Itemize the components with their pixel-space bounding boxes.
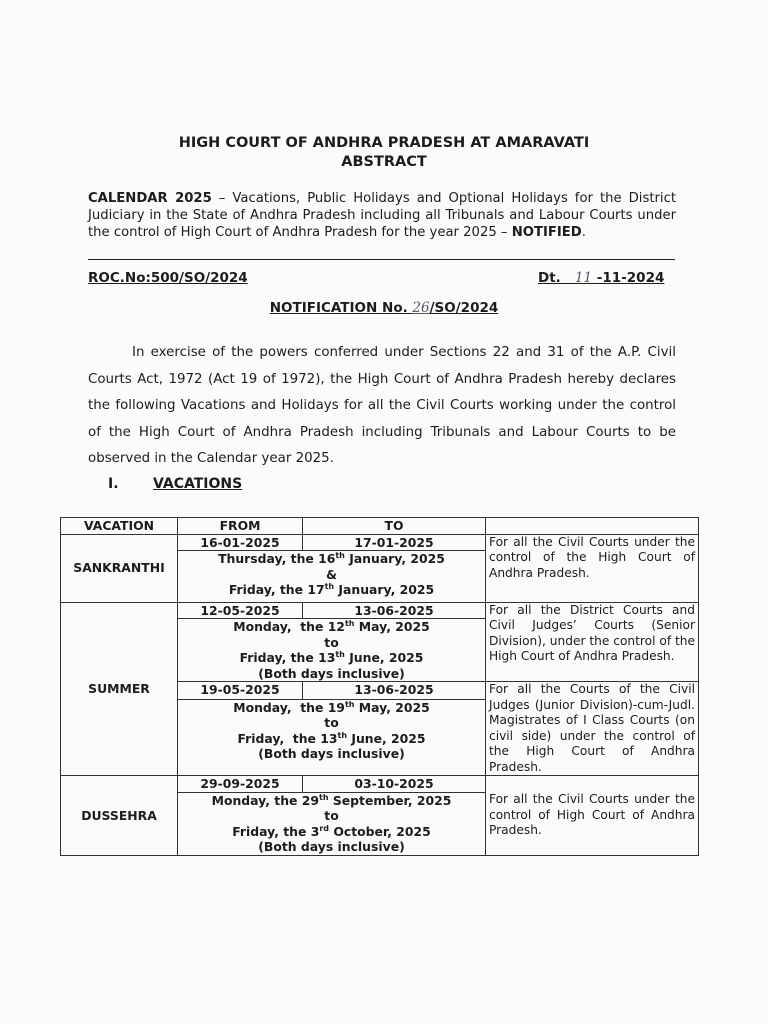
vacations-table: [60, 517, 699, 856]
notification-number-handwritten: 26: [412, 300, 430, 316]
section-number: I.: [108, 476, 119, 492]
from-date: 16-01-2025: [178, 534, 303, 551]
table-row: [61, 534, 699, 551]
subject-text: – Vacations, Public Holidays and Optional Holidays for the District Judiciary in the State of Andhra Pradesh including all Tribunals and Labour Courts under the control of High Court of Andhra Pradesh for the year 2025 –: [88, 191, 676, 240]
date-range-text: Thursday, the 16th January, 2025 & Friday, the 17th January, 2025: [178, 551, 486, 603]
notification-number: [0, 300, 768, 316]
applies-to: For all the District Courts and Civil Judges’ Courts (Senior Division), under the control of the High Court of Andhra Pradesh.: [486, 602, 699, 682]
header-vacation: VACATION: [61, 518, 178, 535]
from-date: 29-09-2025: [178, 776, 303, 793]
applies-to: For all the Civil Courts under the control of the High Court of Andhra Pradesh.: [486, 534, 699, 602]
subject-period: .: [581, 225, 586, 240]
header-blank: [486, 518, 699, 535]
to-date: 03-10-2025: [303, 776, 486, 793]
table-row: [61, 602, 699, 619]
reference-date: [538, 270, 664, 286]
to-date: 13-06-2025: [303, 682, 486, 700]
notification-suffix: /SO/2024: [429, 300, 499, 316]
roc-number: ROC.No:500/SO/2024: [88, 270, 248, 286]
date-day-handwritten: 11: [574, 270, 593, 286]
section-title: VACATIONS: [153, 476, 243, 492]
table-header-row: [61, 518, 699, 535]
subject-notified: NOTIFIED: [511, 225, 582, 240]
subject-lead: CALENDAR 2025: [88, 191, 212, 206]
date-suffix: -11-2024: [596, 270, 665, 286]
divider: [88, 259, 675, 260]
court-title: HIGH COURT OF ANDHRA PRADESH AT AMARAVATI: [178, 135, 590, 151]
to-date: 17-01-2025: [303, 534, 486, 551]
body-paragraph: In exercise of the powers conferred under Sections 22 and 31 of the A.P. Civil Courts Act, 1972 (Act 19 of 1972), the High Court of Andhra Pradesh hereby declares the following Vacations and Holidays for all the Civil Courts working under the control of the High Court of Andhra Pradesh including Tribunals and Labour Courts to be observed in the Calendar year 2025.: [88, 345, 676, 466]
applies-to: For all the Civil Courts under the control of High Court of Andhra Pradesh.: [486, 776, 699, 856]
to-date: 13-06-2025: [303, 602, 486, 619]
header-from: FROM: [178, 518, 303, 535]
header-to: TO: [303, 518, 486, 535]
subject-paragraph: [88, 190, 676, 241]
vacation-name: SUMMER: [61, 602, 178, 776]
notification-prefix: NOTIFICATION No.: [269, 300, 408, 316]
date-range-text: Monday, the 29th September, 2025 to Friday, the 3rd October, 2025 (Both days inclusive): [178, 792, 486, 855]
date-range-text: Monday, the 19th May, 2025 to Friday, the 13th June, 2025 (Both days inclusive): [178, 699, 486, 775]
abstract-heading: ABSTRACT: [341, 154, 427, 170]
date-prefix: Dt.: [538, 270, 561, 286]
vacation-name: DUSSEHRA: [61, 776, 178, 856]
table-row: [61, 776, 699, 793]
from-date: 19-05-2025: [178, 682, 303, 700]
from-date: 12-05-2025: [178, 602, 303, 619]
vacation-name: SANKRANTHI: [61, 534, 178, 602]
applies-to: For all the Courts of the Civil Judges (Junior Division)-cum-Judl. Magistrates of I Class Courts (on civil side) under the control of the High Court of Andhra Pradesh.: [486, 682, 699, 776]
section-heading: [108, 476, 243, 492]
date-range-text: Monday, the 12th May, 2025 to Friday, the 13th June, 2025 (Both days inclusive): [178, 619, 486, 682]
